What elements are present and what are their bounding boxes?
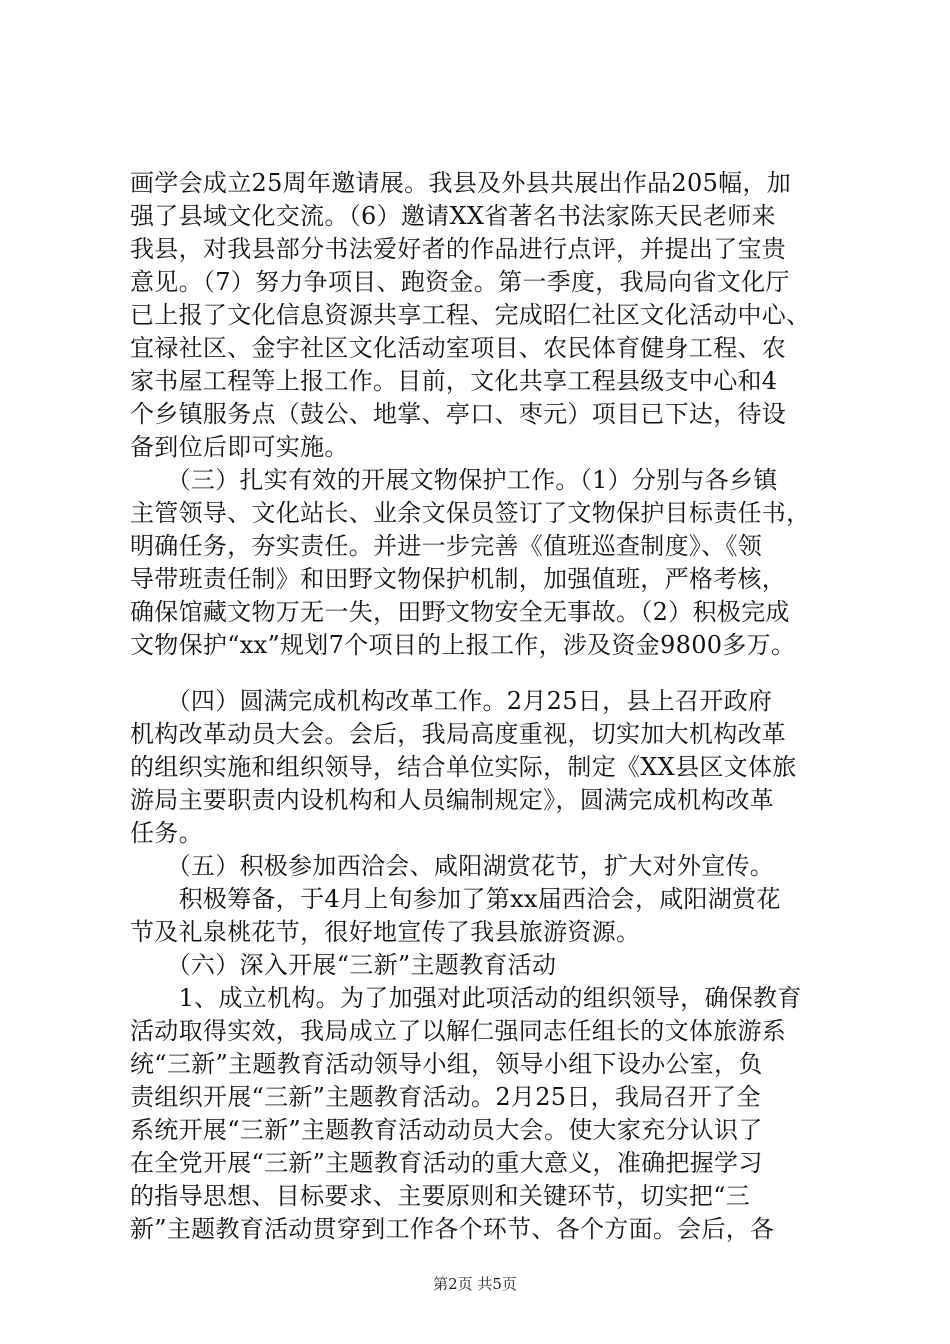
body-line: 意见。（7）努力争项目、跑资金。第一季度，我局向省文化厅 bbox=[130, 268, 790, 296]
body-line: 系统开展“三新”主题教育活动动员大会。使大家充分认识了 bbox=[130, 1116, 763, 1144]
body-line: 统“三新”主题教育活动领导小组，领导小组下设办公室，负 bbox=[130, 1050, 763, 1078]
body-line: 积极筹备，于4月上旬参加了第xx届西洽会，咸阳湖赏花 bbox=[130, 885, 781, 913]
body-line: 主管领导、文化站长、业余文保员签订了文物保护目标责任书， bbox=[130, 499, 811, 527]
body-line: 在全党开展“三新”主题教育活动的重大意义，准确把握学习 bbox=[130, 1149, 763, 1177]
body-line: 新”主题教育活动贯穿到工作各个环节、各个方面。会后，各 bbox=[130, 1215, 775, 1243]
body-line: 宜禄社区、金宇社区文化活动室项目、农民体育健身工程、农 bbox=[130, 334, 787, 362]
body-line: 画学会成立25周年邀请展。我县及外县共展出作品205幅，加 bbox=[130, 169, 792, 197]
body-line: 明确任务，夯实责任。并进一步完善《值班巡查制度》、《领 bbox=[130, 532, 763, 560]
body-line: 强了县域文化交流。（6）邀请XX省著名书法家陈天民老师来 bbox=[130, 202, 776, 230]
body-line: 文物保护“xx”规划7个项目的上报工作，涉及资金9800多万。 bbox=[130, 631, 796, 659]
body-line: 的组织实施和组织领导，结合单位实际，制定《XX县区文体旅 bbox=[130, 753, 797, 781]
body-line: 责组织开展“三新”主题教育活动。2月25日，我局召开了全 bbox=[130, 1083, 761, 1111]
body-line: 确保馆藏文物万无一失，田野文物安全无事故。（2）积极完成 bbox=[130, 598, 790, 626]
body-line: 导带班责任制》和田野文物保护机制，加强值班，严格考核， bbox=[130, 565, 787, 593]
body-line: （五）积极参加西洽会、咸阳湖赏花节，扩大对外宣传。 bbox=[130, 852, 775, 880]
body-line: （三）扎实有效的开展文物保护工作。（1）分别与各乡镇 bbox=[130, 466, 778, 494]
body-line: 个乡镇服务点（鼓公、地掌、亭口、枣元）项目已下达，待设 bbox=[130, 400, 787, 428]
body-line: 家书屋工程等上报工作。目前，文化共享工程县级支中心和4 bbox=[130, 367, 778, 395]
body-line: 游局主要职责内设机构和人员编制规定》，圆满完成机构改革 bbox=[130, 786, 775, 814]
body-line: 已上报了文化信息资源共享工程、完成昭仁社区文化活动中心、 bbox=[130, 301, 811, 329]
body-line: 的指导思想、目标要求、主要原则和关键环节，切实把“三 bbox=[130, 1182, 751, 1210]
page-footer: 第2页 共5页 bbox=[433, 1275, 517, 1293]
body-line: 1、成立机构。为了加强对此项活动的组织领导，确保教育 bbox=[130, 984, 802, 1012]
body-line: 我县，对我县部分书法爱好者的作品进行点评，并提出了宝贵 bbox=[130, 235, 787, 263]
body-line: 活动取得实效，我局成立了以解仁强同志任组长的文体旅游系 bbox=[130, 1017, 787, 1045]
body-line: 节及礼泉桃花节，很好地宣传了我县旅游资源。 bbox=[130, 918, 641, 946]
body-line: 机构改革动员大会。会后，我局高度重视，切实加大机构改革 bbox=[130, 720, 787, 748]
body-line: 备到位后即可实施。 bbox=[130, 433, 349, 461]
body-line: （四）圆满完成机构改革工作。2月25日，县上召开政府 bbox=[130, 687, 773, 715]
body-line: （六）深入开展“三新”主题教育活动 bbox=[130, 951, 557, 979]
body-line: 任务。 bbox=[130, 819, 203, 847]
